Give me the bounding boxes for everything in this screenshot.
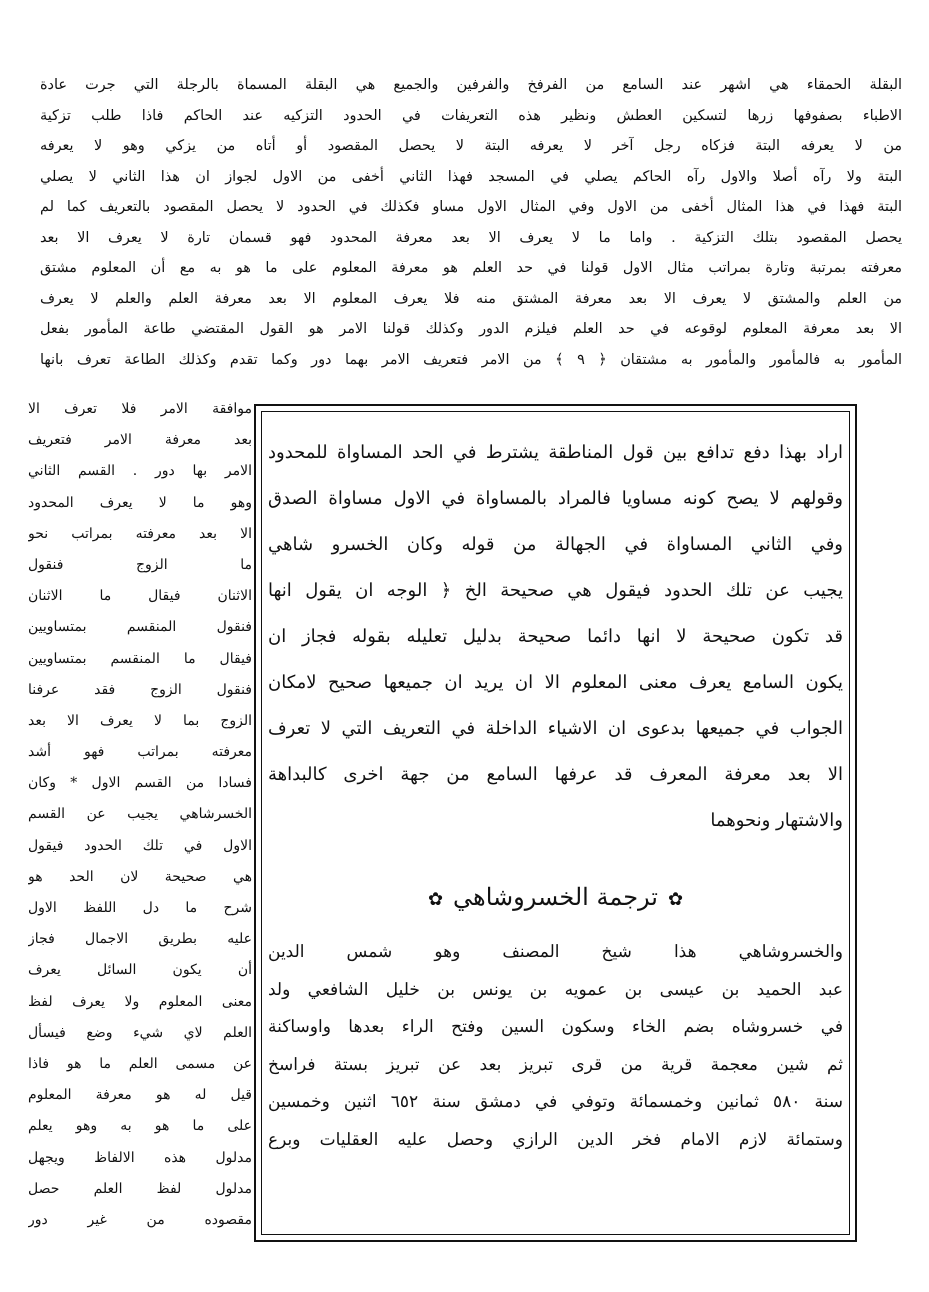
margin-line: شرح ما دل اللفظ الاول (28, 900, 252, 916)
margin-line: على ما هو به وهو يعلم (28, 1118, 252, 1135)
commentary-line: وفي الثاني المساواة في الجهالة من قوله وكان الخسرو شاهي (268, 534, 843, 555)
margin-line: فيقال ما المنقسم بمتساويين (28, 650, 252, 667)
biography-line: والخسروشاهي هذا شيخ المصنف وهو شمس الدين (268, 942, 843, 962)
text-line: يحصل المقصود بتلك التزكية . واما ما لا يعرف الا بعد معرفة المحدود فهو قسمان تارة لا يعرف الا بعد (40, 229, 902, 246)
commentary-line: والاشتهار ونحوهما (710, 810, 843, 831)
section-heading (268, 872, 843, 922)
margin-line: بعد معرفة الامر فتعريف (28, 432, 252, 449)
biography-text (268, 934, 843, 1159)
margin-line: العلم لاي شيء وضع فيسأل (28, 1024, 252, 1041)
text-line: المأمور به فالمأمور والمأمور به مشتقان ﴿ ٩ ﴾ من الامر فتعريف الامر بهما دور وكما تقدم وكذلك الطاعة تعرف بانها (40, 351, 902, 368)
margin-line: معنى المعلوم ولا يعرف لفظ (28, 993, 252, 1010)
commentary-text (268, 430, 843, 844)
ornament-icon: ✿ (667, 889, 684, 910)
margin-line: فسادا من القسم الاول * وكان (28, 775, 252, 792)
commentary-line: وقولهم لا يصح كونه مساويا فالمراد بالمساواة في الاول مساواة الصدق (268, 488, 843, 509)
margin-line: فنقول الزوج فقد عرفنا (28, 681, 252, 698)
ornament-icon: ✿ (427, 889, 444, 910)
margin-line: أن يكون السائل يعرف (28, 962, 252, 979)
text-line: معرفته بمرتبة وتارة بمراتب مثال الاول قولنا في حد العلم هو معرفة المعلوم على ما هو به مع أن المعلوم مشتق (40, 260, 902, 276)
text-line: البتة ولا رآه أصلا والاول رآه الحاكم يصلي في المسجد فهذا الثاني أخفى من الاول لجواز ان هذا الثاني لا يصلي (40, 168, 902, 185)
margin-line: هي صحيحة لان الحد هو (28, 868, 252, 885)
margin-line: فنقول المنقسم بمتساويين (28, 619, 252, 636)
main-text-top (40, 70, 902, 375)
margin-line: معرفته بمراتب فهو أشد (28, 744, 252, 761)
section-heading-text: ترجمة الخسروشاهي (453, 883, 658, 911)
margin-line: الامر بها دور . القسم الثاني (28, 463, 252, 480)
margin-line: الزوج بما لا يعرف الا بعد (28, 712, 252, 729)
margin-text-column (28, 394, 252, 1236)
text-line: البتة فهذا في هذا المثال أخفى من الاول وفي المثال الاول مساو فكذلك في الحدود لا يحصل المقصود بالتعريف كما لم (40, 199, 902, 215)
margin-line: موافقة الامر فلا تعرف الا (28, 401, 252, 417)
margin-line: الا بعد معرفته بمراتب نحو (28, 525, 252, 542)
commentary-line: اراد بهذا دفع تدافع بين قول المناطقة يشترط في الحد المساواة للمحدود (268, 442, 843, 463)
biography-line: عبد الحميد بن عيسى بن عمويه بن يونس بن خليل الشافعي ولد (268, 979, 843, 1000)
margin-line: الاثنان فيقال ما الاثنان (28, 588, 252, 605)
margin-line: ما الزوج فنقول (28, 556, 252, 573)
margin-line: مقصوده من غير دور (28, 1211, 252, 1228)
commentary-line: الا بعد معرفة المعرف قد عرفها السامع من جهة اخرى كالبداهة (268, 764, 843, 785)
commentary-line: الجواب في جميعها بدعوى ان الاشياء الداخلة في التعريف التي لا تعرف (268, 718, 843, 739)
commentary-line: قد تكون صحيحة لا انها دائما صحيحة بدليل تعليله بقوله فجاز ان (268, 626, 843, 647)
biography-line: في خسروشاه بضم الخاء وسكون السين وفتح الراء بعدها واوساكنة (268, 1017, 843, 1037)
text-line: من لا يعرفه البتة فزكاه رجل آخر لا يعرفه البتة لا يحصل المقصود أو أتاه من يزكي وهو لا يعرفه (40, 138, 902, 154)
margin-line: وهو ما لا يعرف المحدود (28, 494, 252, 511)
text-line: الاطباء بصفوفها زرها لتسكين العطش ونظير هذه التعريفات في الحدود التزكيه عند الحاكم فاذا طلب تزكية (40, 107, 902, 124)
text-line: البقلة الحمقاء هي اشهر عند السامع من الفرفخ والفرفين والجميع هي البقلة المسماة بالرجلة التي جرت عادة (40, 77, 902, 93)
margin-line: الاول في تلك الحدود فيقول (28, 837, 252, 854)
margin-line: عن مسمى العلم ما هو فاذا (28, 1055, 252, 1072)
text-line: من العلم والمشتق لا يعرف الا بعد معرفة المشتق منه فلا يعرف المعلوم الا بعد معرفة العلم والعلم لا يعرف (40, 290, 902, 307)
biography-line: ثم شين معجمة قرية من قرى تبريز بعد عن تبريز بستة فراسخ (268, 1054, 843, 1075)
biography-line: سنة ٥٨٠ ثمانين وخمسمائة وتوفي في دمشق سنة ٦٥٢ اثنين وخمسين (268, 1092, 843, 1112)
margin-line: عليه بطريق الاجمال فجاز (28, 931, 252, 948)
commentary-line: يكون السامع يعرف معنى المعلوم الا ان يريد ان جميعها صحيح لامكان (268, 672, 843, 693)
margin-line: الخسرشاهي يجيب عن القسم (28, 806, 252, 823)
biography-line: وستمائة لازم الامام فخر الدين الرازي وحصل عليه العقليات وبرع (268, 1129, 843, 1150)
text-line: الا بعد معرفة المعلوم لوقوعه في حد العلم فيلزم الدور وكذلك قولنا الامر هو القول المقتضي طاعة المأمور بفعل (40, 321, 902, 337)
margin-line: قيل له هو معرفة المعلوم (28, 1087, 252, 1104)
margin-line: مدلول لفظ العلم حصل (28, 1180, 252, 1197)
margin-line: مدلول هذه الالفاظ ويجهل (28, 1149, 252, 1166)
commentary-line: يجيب عن تلك الحدود فيقول هي صحيحة الخ ﴿ الوجه ان يقول انها (268, 580, 843, 601)
